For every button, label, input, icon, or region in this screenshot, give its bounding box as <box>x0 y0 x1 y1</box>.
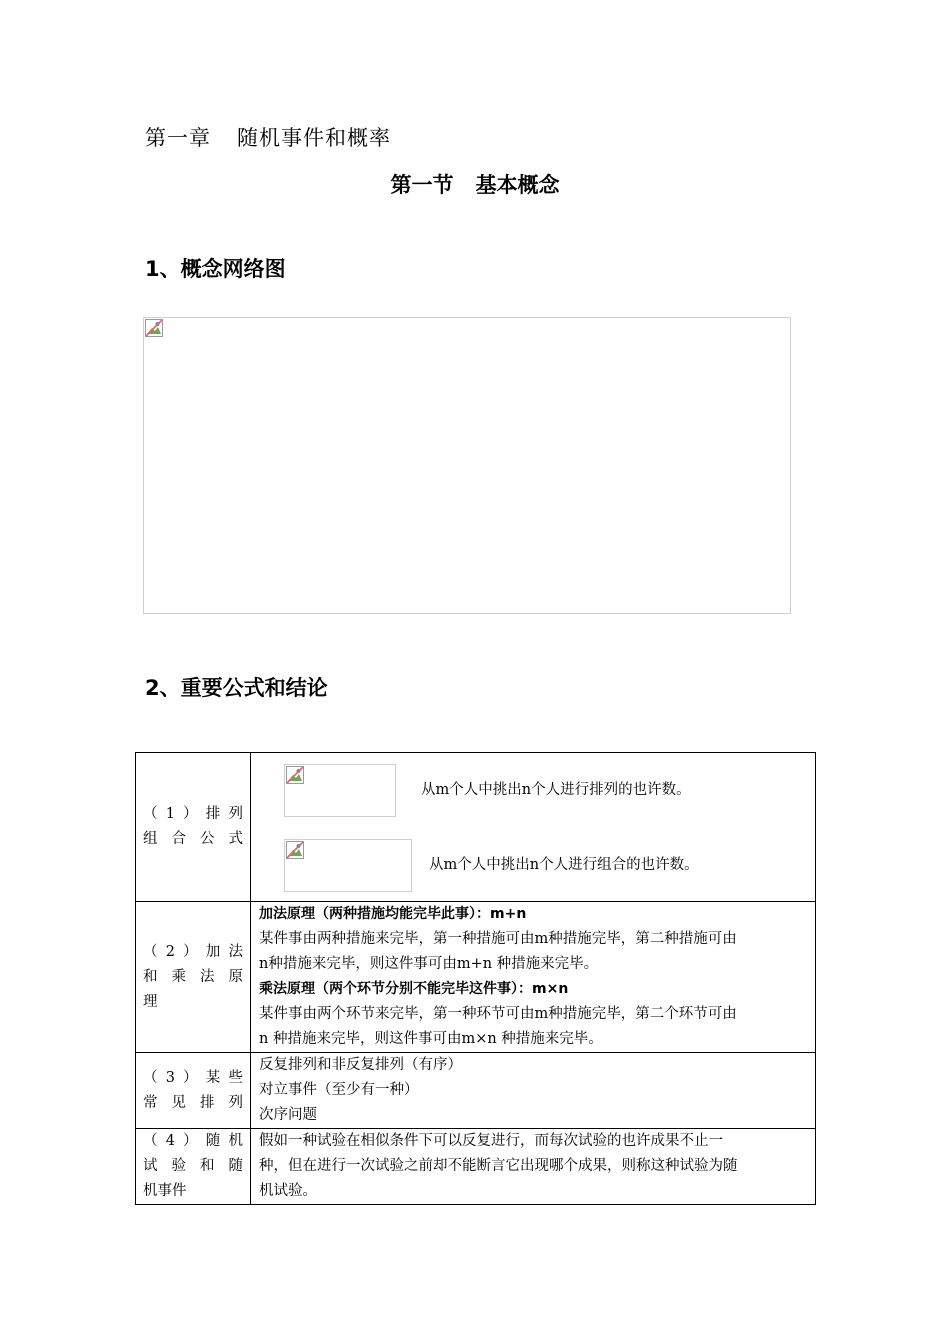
broken-image-icon <box>286 841 304 859</box>
row-content <box>251 902 816 1053</box>
label-line: 常见排列 <box>143 1094 243 1111</box>
row-content <box>251 1129 816 1205</box>
formula-table <box>135 752 816 1205</box>
row-content <box>251 1053 816 1129</box>
chapter-title <box>145 122 391 152</box>
label-line: 组合公式 <box>143 831 243 847</box>
section-number: 第一节 <box>390 173 454 197</box>
combination-formula-image <box>284 839 412 892</box>
addition-principle-title: 加法原理（两种措施均能完毕此事）：m+n <box>259 906 527 922</box>
text-line: 次序问题 <box>259 1107 317 1123</box>
text-line: 某件事由两种措施来完毕，第一种措施可由m种措施完毕，第二种措施可由 <box>259 931 737 947</box>
row-label <box>136 902 251 1053</box>
permutation-formula-image <box>284 764 396 817</box>
label-line: （2）加法 <box>143 943 243 960</box>
label-line: 理 <box>143 993 158 1010</box>
row-content <box>251 753 816 902</box>
label-line: （3）某些 <box>143 1069 243 1086</box>
combination-description: 从m个人中挑出n个人进行组合的也许数。 <box>429 857 699 873</box>
text-line: 假如一种试验在相似条件下可以反复进行，而每次试验的也许成果不止一 <box>259 1133 723 1149</box>
section-name: 基本概念 <box>475 173 560 197</box>
label-line: 机事件 <box>143 1183 187 1199</box>
label-line: （4）随机 <box>143 1133 243 1149</box>
label-line: 试验和随 <box>143 1158 243 1174</box>
table-row <box>136 1053 816 1129</box>
label-line: 和乘法原 <box>143 968 243 985</box>
text-line: n种措施来完毕，则这件事可由m+n 种措施来完毕。 <box>259 956 599 972</box>
broken-image-icon <box>286 766 304 784</box>
row-label <box>136 753 251 902</box>
chapter-name: 随机事件和概率 <box>237 126 391 150</box>
label-line: （1）排列 <box>143 806 243 822</box>
table-row <box>136 753 816 902</box>
chapter-number: 第一章 <box>145 126 211 150</box>
concept-diagram-image <box>143 317 791 614</box>
formula-heading: 2、重要公式和结论 <box>145 676 328 700</box>
section-title <box>0 169 950 199</box>
text-line: n 种措施来完毕，则这件事可由m×n 种措施来完毕。 <box>259 1031 603 1047</box>
concept-heading: 1、概念网络图 <box>145 257 286 281</box>
table-row <box>136 1129 816 1205</box>
multiplication-principle-title: 乘法原理（两个环节分别不能完毕这件事）：m×n <box>259 981 569 997</box>
text-line: 某件事由两个环节来完毕，第一种环节可由m种措施完毕，第二个环节可由 <box>259 1006 737 1022</box>
broken-image-icon <box>145 319 163 337</box>
text-line: 种，但在进行一次试验之前却不能断言它出现哪个成果，则称这种试验为随 <box>259 1158 738 1174</box>
text-line: 对立事件（至少有一种） <box>259 1082 419 1098</box>
permutation-description: 从m个人中挑出n个人进行排列的也许数。 <box>421 782 691 798</box>
table-row <box>136 902 816 1053</box>
row-label <box>136 1129 251 1205</box>
text-line: 机试验。 <box>259 1183 317 1199</box>
text-line: 反复排列和非反复排列（有序） <box>259 1057 462 1073</box>
row-label <box>136 1053 251 1129</box>
